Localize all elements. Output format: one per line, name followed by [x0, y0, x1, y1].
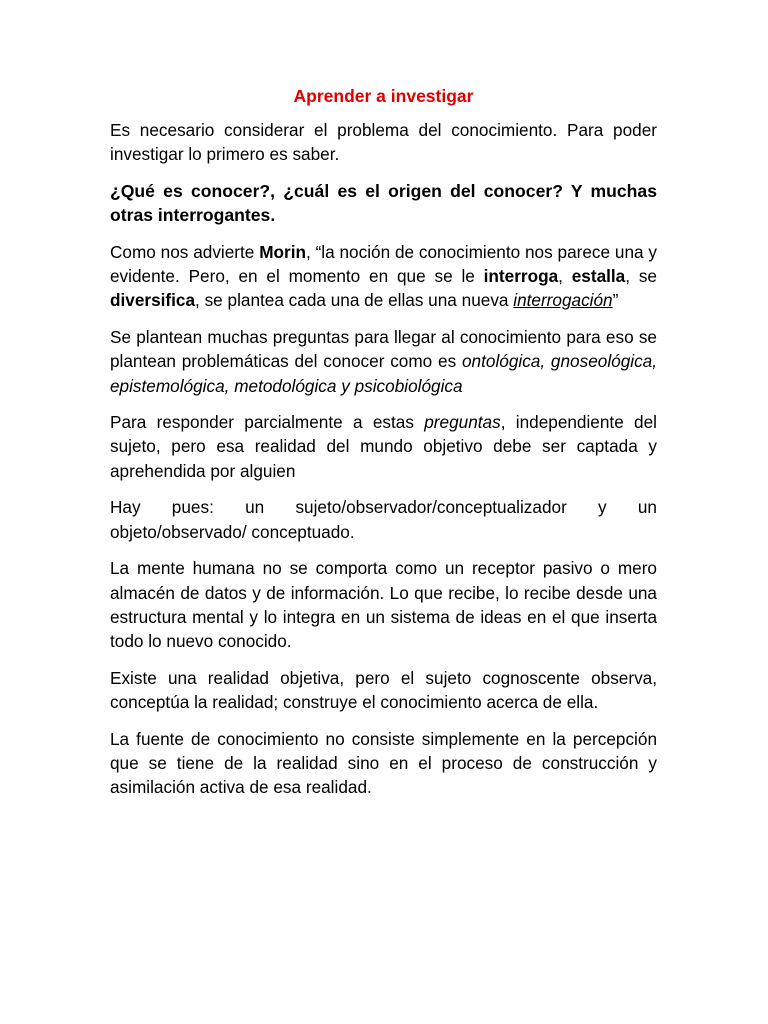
paragraph-2-question: ¿Qué es conocer?, ¿cuál es el origen del conocer? Y muchas otras interrogantes. — [110, 180, 657, 226]
paragraph-5 — [110, 410, 657, 483]
estalla-word: estalla — [571, 266, 626, 287]
p4-text-1: Se plantean muchas preguntas para llegar al conocimiento para eso se plantean problemáticas del conocer como es — [110, 326, 657, 372]
interrogacion-word: interrogación — [513, 290, 613, 311]
p3-text-4: , se — [625, 266, 657, 287]
document-title: Aprender a investigar — [293, 86, 474, 106]
p5-text-2: , independiente del sujeto, pero esa realidad del mundo objetivo debe ser captada y aprehendida por alguien — [110, 412, 657, 481]
p3-text-2: , “la noción de conocimiento nos parece una y evidente. Pero, en el momento en que se le — [110, 241, 658, 287]
paragraph-1: Es necesario considerar el problema del conocimiento. Para poder investigar lo primero es saber. — [110, 120, 657, 165]
paragraph-7: La mente humana no se comporta como un receptor pasivo o mero almacén de datos y de información. Lo que recibe, lo recibe desde una estructura mental y lo integra en un sistema de ideas en el que inserta todo lo nuevo conocido. — [110, 558, 657, 652]
preguntas-word: preguntas — [424, 412, 501, 433]
p5-text-1: Para responder parcialmente a estas — [110, 412, 425, 433]
p3-text-5: , se plantea cada una de ellas una nueva — [195, 290, 514, 311]
p3-text-3: , — [558, 266, 572, 287]
p4-italic-list: ontológica, gnoseológica, epistemológica, metodológica y psicobiológica — [110, 351, 658, 396]
diversifica-word: diversifica — [110, 290, 196, 311]
p3-text-1: Como nos advierte — [110, 241, 260, 262]
p3-text-6: ” — [612, 290, 619, 311]
paragraph-3 — [110, 240, 657, 313]
paragraph-9: La fuente de conocimiento no consiste simplemente en la percepción que se tiene de la realidad sino en el proceso de construcción y asimilación activa de esa realidad. — [110, 728, 657, 798]
document-page — [110, 84, 657, 812]
morin-name: Morin — [259, 241, 306, 262]
paragraph-6: Hay pues: un sujeto/observador/conceptualizador y un objeto/observado/ conceptuado. — [110, 497, 657, 542]
paragraph-4 — [110, 325, 657, 398]
paragraph-8: Existe una realidad objetiva, pero el sujeto cognoscente observa, conceptúa la realidad; construye el conocimiento acerca de ella. — [110, 667, 657, 713]
interroga-word: interroga — [483, 266, 559, 287]
